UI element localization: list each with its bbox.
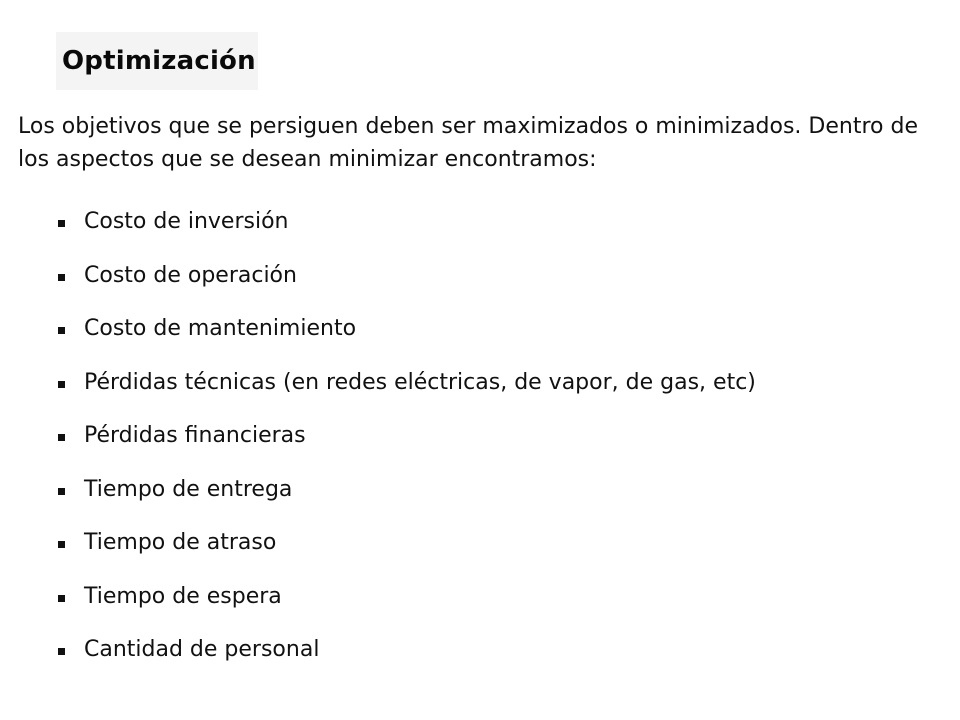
square-bullet-icon [58,488,65,495]
list-item-text: Tiempo de entrega [84,476,293,502]
list-item [58,409,756,463]
list-item-text: Tiempo de espera [84,583,282,609]
list-item [58,463,756,517]
list-item-text: Pérdidas técnicas (en redes eléctricas, de vapor, de gas, etc) [84,369,756,395]
list-item [58,516,756,570]
list-item-text: Costo de operación [84,262,297,288]
list-item [58,249,756,303]
page-title: Optimización [62,46,256,76]
square-bullet-icon [58,648,65,655]
square-bullet-icon [58,434,65,441]
list-item-text: Costo de mantenimiento [84,316,357,342]
square-bullet-icon [58,274,65,281]
list-item [58,356,756,410]
square-bullet-icon [58,220,65,227]
list-item [58,570,756,624]
list-item-text: Pérdidas financieras [84,423,306,449]
title-box [56,32,258,90]
list-item [58,302,756,356]
square-bullet-icon [58,327,65,334]
list-item [58,195,756,249]
square-bullet-icon [58,595,65,602]
square-bullet-icon [58,541,65,548]
square-bullet-icon [58,381,65,388]
list-item-text: Tiempo de atraso [84,530,277,556]
bullet-list [58,195,756,677]
intro-paragraph: Los objetivos que se persiguen deben ser maximizados o minimizados. Dentro de los aspectos que se desean minimizar encontramos: [18,114,918,172]
list-item-text: Costo de inversión [84,209,289,235]
list-item [58,623,756,677]
list-item-text: Cantidad de personal [84,637,320,663]
